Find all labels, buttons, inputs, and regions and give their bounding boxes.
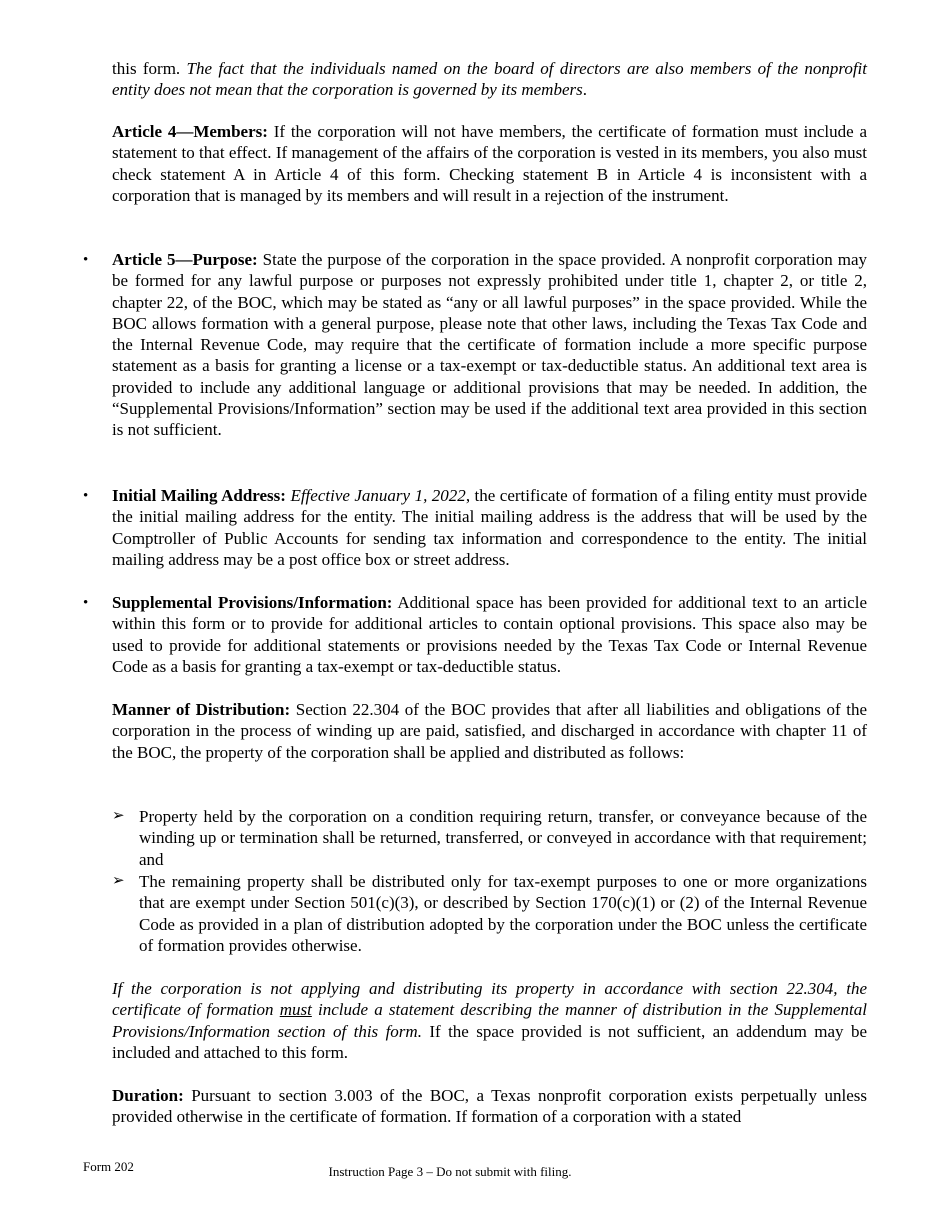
article-4-body: If the corporation will not have members, the certificate of formation must include a statement to that effect. If management of the affairs of the corporation is vested in its members, you also must check statement A in Article 4 of this form. Checking statement B in Article 4 is inconsistent with a corporation that is managed by its members and will result in a rejection of the instrument. <box>112 122 867 205</box>
distribution-heading: Manner of Distribution: <box>112 700 291 719</box>
distribution-item-2: The remaining property shall be distributed only for tax-exempt purposes to one or more organizations that are exempt under Section 501(c)(3), or described by Section 170(c)(1) or (2) of the Internal Revenue Code as provided in a plan of distribution adopted by the corporation under the BOC unless the certificate of formation provides otherwise. <box>139 872 867 955</box>
supplemental-heading: Supplemental Provisions/Information: <box>112 593 393 612</box>
supplemental-provisions-section <box>112 592 867 677</box>
duration-body: Pursuant to section 3.003 of the BOC, a Texas nonprofit corporation exists perpetually unless provided otherwise in the certificate of formation. If formation of a corporation with a stated <box>112 1086 867 1127</box>
paragraph-board-members <box>112 58 867 101</box>
article-4-section <box>112 121 867 206</box>
mailing-heading: Initial Mailing Address: <box>112 486 286 505</box>
article-4-heading: Article 4—Members: <box>112 122 268 141</box>
paragraph-text: this form. <box>112 59 187 78</box>
arrow-bullet-icon: ➢ <box>112 873 125 889</box>
duration-section <box>112 1085 867 1128</box>
initial-mailing-address-section <box>112 485 867 570</box>
bullet-icon: • <box>83 488 89 504</box>
article-5-heading: Article 5—Purpose: <box>112 250 258 269</box>
paragraph-italic-text: The fact that the individuals named on the board of directors are also members of the nonprofit entity does not mean that the corporation is governed by its members <box>112 59 867 100</box>
footer-form-number: Form 202 <box>83 1159 134 1174</box>
distribution-notice <box>112 978 867 1063</box>
distribution-body: Section 22.304 of the BOC provides that after all liabilities and obligations of the corporation in the process of winding up are paid, satisfied, and discharged in accordance with chapter 11 of the BOC, the property of the corporation shall be applied and distributed as follows: <box>112 700 868 762</box>
notice-underlined-word: must <box>279 1000 312 1020</box>
arrow-bullet-icon: ➢ <box>112 808 125 824</box>
article-5-body: State the purpose of the corporation in the space provided. A nonprofit corporation may be formed for any lawful purpose or purposes not expressly prohibited under title 1, chapter 2, or title 2, chapter 22, of the BOC, which may be stated as “any or all lawful purposes” in the space provided. While the BOC allows formation with a general purpose, please note that other laws, including the Texas Tax Code and the Internal Revenue Code, may require that the certificate of formation include a more specific purpose statement as a basis for granting a license or a tax-exempt or tax-deductible status. An additional text area is provided to include any additional language or additional provisions that may be needed. In addition, the “Supplemental Provisions/Information” section may be used if the additional text area provided in this section is not sufficient. <box>112 250 868 440</box>
notice-italic-text: If the corporation is not applying and distributing its property in accordance with section 22.304, the certificate of formation <box>112 979 867 1020</box>
footer-page-label: Instruction Page 3 – Do not submit with filing. <box>328 1164 572 1179</box>
notice-italic-text-end: include a statement describing the manner of distribution in the Supplemental Provisions/Information section of this form. <box>112 1000 867 1041</box>
supplemental-body: Additional space has been provided for additional text to an article within this form or to provide for additional articles to contain optional provisions. This space also may be used to provide for additional statements or provisions needed by the Texas Tax Code or Internal Revenue Code as a basis for granting a tax-exempt or tax-deductible status. <box>112 593 867 676</box>
article-5-section <box>112 249 867 441</box>
notice-body: If the space provided is not sufficient, an addendum may be included and attached to this form. <box>112 1021 868 1062</box>
distribution-item-1: Property held by the corporation on a condition requiring return, transfer, or conveyance because of the winding up or termination shall be returned, transferred, or conveyed in accordance with that requirement; and <box>139 807 867 869</box>
mailing-body: , the certificate of formation of a filing entity must provide the initial mailing address for the entity. The initial mailing address is the address that will be used by the Comptroller of Public Accounts for sending tax information and correspondence to the entity. The initial mailing address may be a post office box or street address. <box>112 486 868 569</box>
bullet-icon: • <box>83 595 89 611</box>
manner-of-distribution-section <box>112 699 867 763</box>
duration-heading: Duration: <box>112 1086 184 1105</box>
mailing-effective-date: Effective January 1, 2022 <box>290 486 466 505</box>
paragraph-text-end: . <box>582 80 587 100</box>
bullet-icon: • <box>83 252 89 268</box>
